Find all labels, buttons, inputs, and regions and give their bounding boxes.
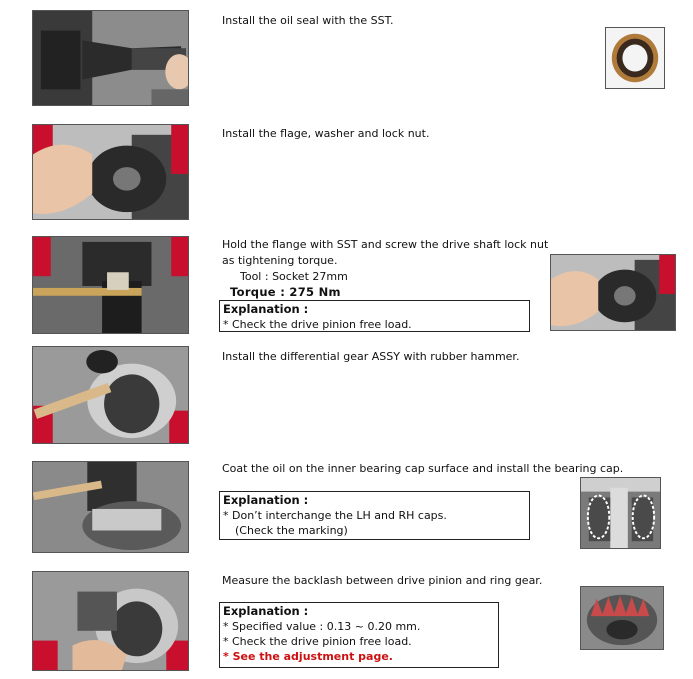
step-5-explanation-line-1: * Don’t interchange the LH and RH caps.: [223, 509, 447, 522]
oil-seal-installation-photo: [32, 10, 189, 106]
step-6-explanation-box: [219, 602, 499, 668]
step-6-text: Measure the backlash between drive pinion and ring gear.: [222, 574, 543, 587]
bearing-cap-install-photo: [32, 461, 189, 553]
step-5-text: Coat the oil on the inner bearing cap surface and install the bearing cap.: [222, 462, 624, 475]
step-3-tool: Tool : Socket 27mm: [240, 270, 348, 283]
step-3-line-1: Hold the flange with SST and screw the drive shaft lock nut: [222, 238, 549, 251]
ring-gear-photo: [580, 586, 664, 650]
step-1-text: Install the oil seal with the SST.: [222, 14, 394, 27]
oil-seal-photo: [605, 27, 665, 89]
step-4-text: Install the differential gear ASSY with rubber hammer.: [222, 350, 520, 363]
step-6-explanation-line-1: * Specified value : 0.13 ~ 0.20 mm.: [223, 620, 421, 633]
step-2-text: Install the flage, washer and lock nut.: [222, 127, 430, 140]
step-3-explanation-title: Explanation :: [223, 302, 309, 316]
step-6-explanation-line-2: * Check the drive pinion free load.: [223, 635, 412, 648]
step-3-explanation-box: [219, 300, 530, 332]
step-5-explanation-line-2: (Check the marking): [235, 524, 348, 537]
flange-reference-photo: [550, 254, 676, 331]
bearing-cap-marking-photo: [580, 477, 661, 549]
step-3-line-2: as tightening torque.: [222, 254, 338, 267]
step-6-adjustment-note: * See the adjustment page.: [223, 650, 393, 663]
backlash-measure-photo: [32, 571, 189, 671]
step-5-explanation-title: Explanation :: [223, 493, 309, 507]
step-6-explanation-title: Explanation :: [223, 604, 309, 618]
lock-nut-torque-photo: [32, 236, 189, 334]
step-5-explanation-box: [219, 491, 530, 540]
step-3-explanation-line: * Check the drive pinion free load.: [223, 318, 412, 331]
differential-gear-install-photo: [32, 346, 189, 444]
flange-installation-photo: [32, 124, 189, 220]
step-3-torque: Torque : 275 Nm: [230, 285, 341, 299]
